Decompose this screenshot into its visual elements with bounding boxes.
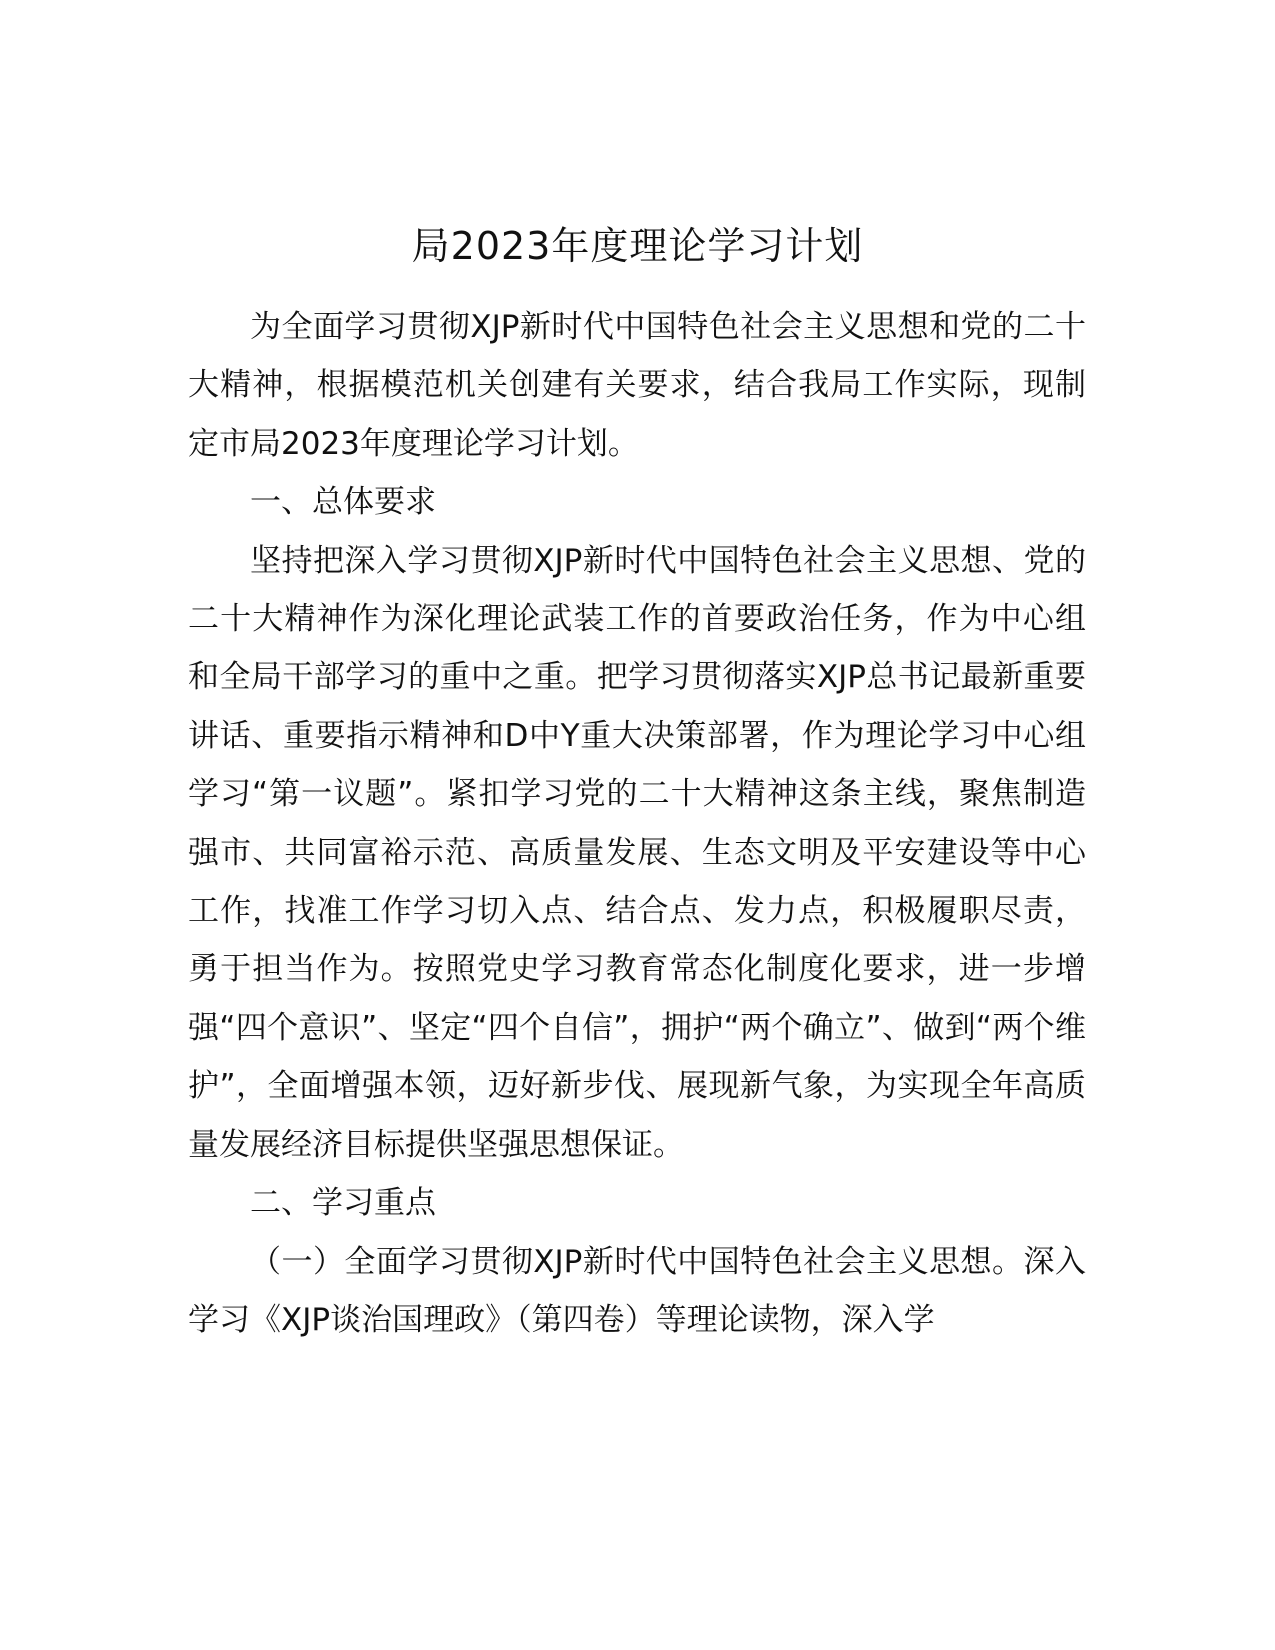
document-title: 局2023年度理论学习计划 — [411, 224, 864, 268]
general-requirements-paragraph: 坚持把深入学习贯彻XJP新时代中国特色社会主义思想、党的二十大精神作为深化理论武装工作的首要政治任务，作为中心组和全局干部学习的重中之重。把学习贯彻落实XJP总书记最新重要讲话、重要指示精神和D中Y重大决策部署，作为理论学习中心组学习“第一议题”。紧扣学习党的二十大精神这条主线，聚焦制造强市、共同富裕示范、高质量发展、生态文明及平安建设等中心工作，找准工作学习切入点、结合点、发力点，积极履职尽责，勇于担当作为。按照党史学习教育常态化制度化要求，进一步增强“四个意识”、坚定“四个自信”，拥护“两个确立”、做到“两个维护”，全面增强本领，迈好新步伐、展现新气象，为实现全年高质量发展经济目标提供坚强思想保证。 — [188, 542, 1086, 1163]
document-body — [188, 298, 1086, 1349]
section-heading-study-focus: 二、学习重点 — [250, 1185, 436, 1222]
intro-paragraph: 为全面学习贯彻XJP新时代中国特色社会主义思想和党的二十大精神，根据模范机关创建有关要求，结合我局工作实际，现制定市局2023年度理论学习计划。 — [188, 309, 1086, 462]
study-focus-paragraph: （一）全面学习贯彻XJP新时代中国特色社会主义思想。深入学习《XJP谈治国理政》（第四卷）等理论读物，深入学 — [188, 1243, 1086, 1338]
section-heading-general-requirements: 一、总体要求 — [250, 484, 436, 521]
